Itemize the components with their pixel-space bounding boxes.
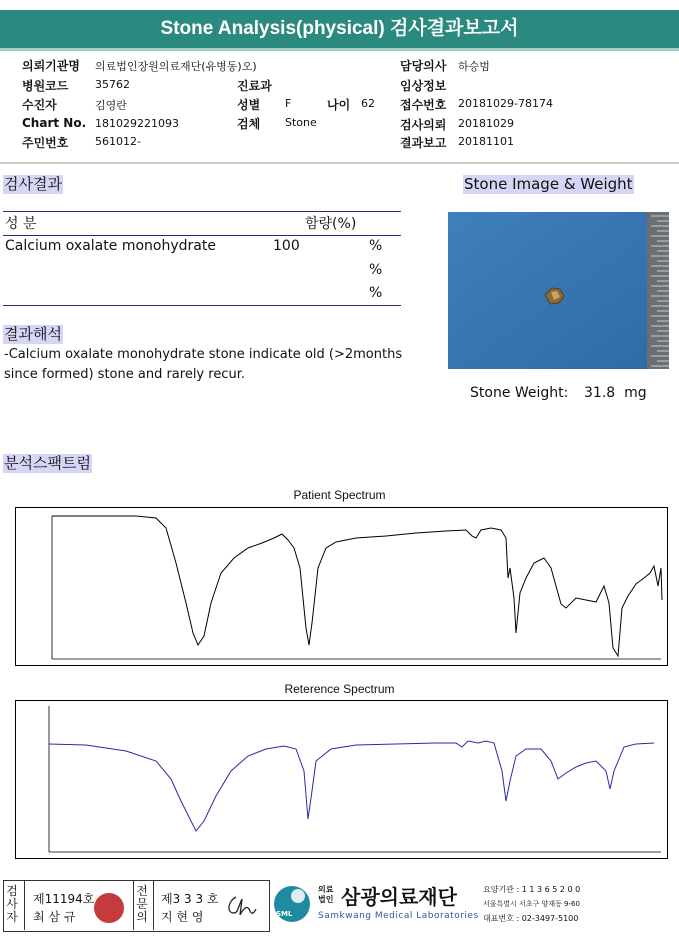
request-label: 검사의뢰	[400, 118, 447, 132]
patient-spectrum-plot	[15, 507, 668, 666]
examiner-name: 최 삼 규	[33, 910, 76, 924]
department-label: 진료과	[237, 79, 272, 93]
examiner-license-no: 제11194호	[33, 892, 95, 906]
org-name: 삼광의료재단	[341, 885, 457, 909]
org-phone: 대표번호 : 02-3497-5100	[483, 914, 579, 923]
resident-no-value: 561012-	[95, 135, 141, 148]
reviewer-label: 전문의	[136, 884, 148, 924]
specimen-value: Stone	[285, 116, 317, 129]
content-col-header: 함량(%)	[305, 216, 357, 232]
interpretation-line-1: -Calcium oxalate monohydrate stone indicate old (>2months	[4, 347, 403, 362]
org-english-name: Samkwang Medical Laboratories	[318, 911, 479, 921]
reviewer-divider-right	[153, 881, 154, 930]
interpretation-title: 결과해석	[4, 325, 62, 343]
recipient-value: 김영란	[95, 99, 127, 112]
result-row-3-unit: %	[369, 285, 383, 301]
hospital-code-label: 병원코드	[22, 79, 69, 93]
doctor-label: 담당의사	[400, 59, 447, 73]
interpretation-line-2: since formed) stone and rarely recur.	[4, 367, 245, 382]
sex-value: F	[285, 97, 292, 110]
results-top-rule	[3, 211, 401, 212]
result-row-1-unit: %	[369, 238, 383, 254]
stone-weight-value: 31.8 mg	[584, 385, 647, 401]
results-title: 검사결과	[4, 175, 62, 193]
result-report-label: 결과보고	[400, 136, 447, 150]
sml-logo-text: SML	[276, 910, 293, 918]
org-prefix-1: 의료	[318, 885, 334, 894]
request-value: 20181029	[458, 117, 514, 130]
result-row-1-component: Calcium oxalate monohydrate	[5, 238, 216, 254]
reception-no-label: 접수번호	[400, 98, 447, 112]
result-row-2-unit: %	[369, 262, 383, 278]
spectrum-title: 분석스팩트럼	[4, 454, 91, 472]
stone-image-title: Stone Image & Weight	[464, 175, 633, 193]
report-title: Stone Analysis(physical) 검사결과보고서	[0, 10, 679, 48]
patient-spectrum-title: Patient Spectrum	[293, 488, 386, 502]
sex-label: 성별	[237, 98, 261, 112]
resident-no-label: 주민번호	[22, 136, 69, 150]
age-label: 나이	[327, 98, 351, 112]
institution-value: 의료법인장원의료재단(유병동)오)	[95, 60, 257, 73]
result-report-value: 20181101	[458, 135, 514, 148]
institution-code: 요양기관 : 1 1 3 6 5 2 0 0	[483, 885, 581, 894]
examiner-divider	[24, 881, 25, 930]
reviewer-license-no: 제3 3 3 호	[161, 892, 219, 906]
chart-no-label: Chart No.	[22, 116, 87, 130]
institution-label: 의뢰기관명	[22, 59, 80, 73]
examiner-label: 검사자	[6, 884, 18, 924]
clinical-label: 임상정보	[400, 79, 447, 93]
examiner-seal	[94, 893, 124, 923]
hospital-code-value: 35762	[95, 78, 130, 91]
reviewer-name: 지 현 영	[161, 910, 204, 924]
header-underline	[0, 48, 679, 51]
reference-spectrum-plot	[15, 700, 668, 859]
results-bottom-rule	[3, 305, 401, 306]
result-row-1-value: 100	[273, 238, 300, 254]
doctor-value: 하승범	[458, 60, 490, 73]
component-col-header: 성 분	[5, 216, 37, 232]
chart-no-value: 181029221093	[95, 117, 179, 130]
reception-no-value: 20181029-78174	[458, 97, 553, 110]
info-separator	[0, 162, 679, 164]
reviewer-divider-left	[133, 881, 134, 930]
reviewer-signature	[224, 893, 258, 923]
stone-weight-label: Stone Weight:	[470, 385, 569, 401]
recipient-label: 수진자	[22, 98, 57, 112]
stone-photo	[448, 212, 669, 369]
org-address: 서울특별시 서초구 양재동 9-60	[483, 900, 580, 908]
org-prefix-2: 법인	[318, 895, 334, 904]
specimen-label: 검체	[237, 117, 261, 131]
age-value: 62	[361, 97, 375, 110]
results-header-rule	[3, 235, 401, 236]
reference-spectrum-title: Reterence Spectrum	[284, 682, 395, 696]
